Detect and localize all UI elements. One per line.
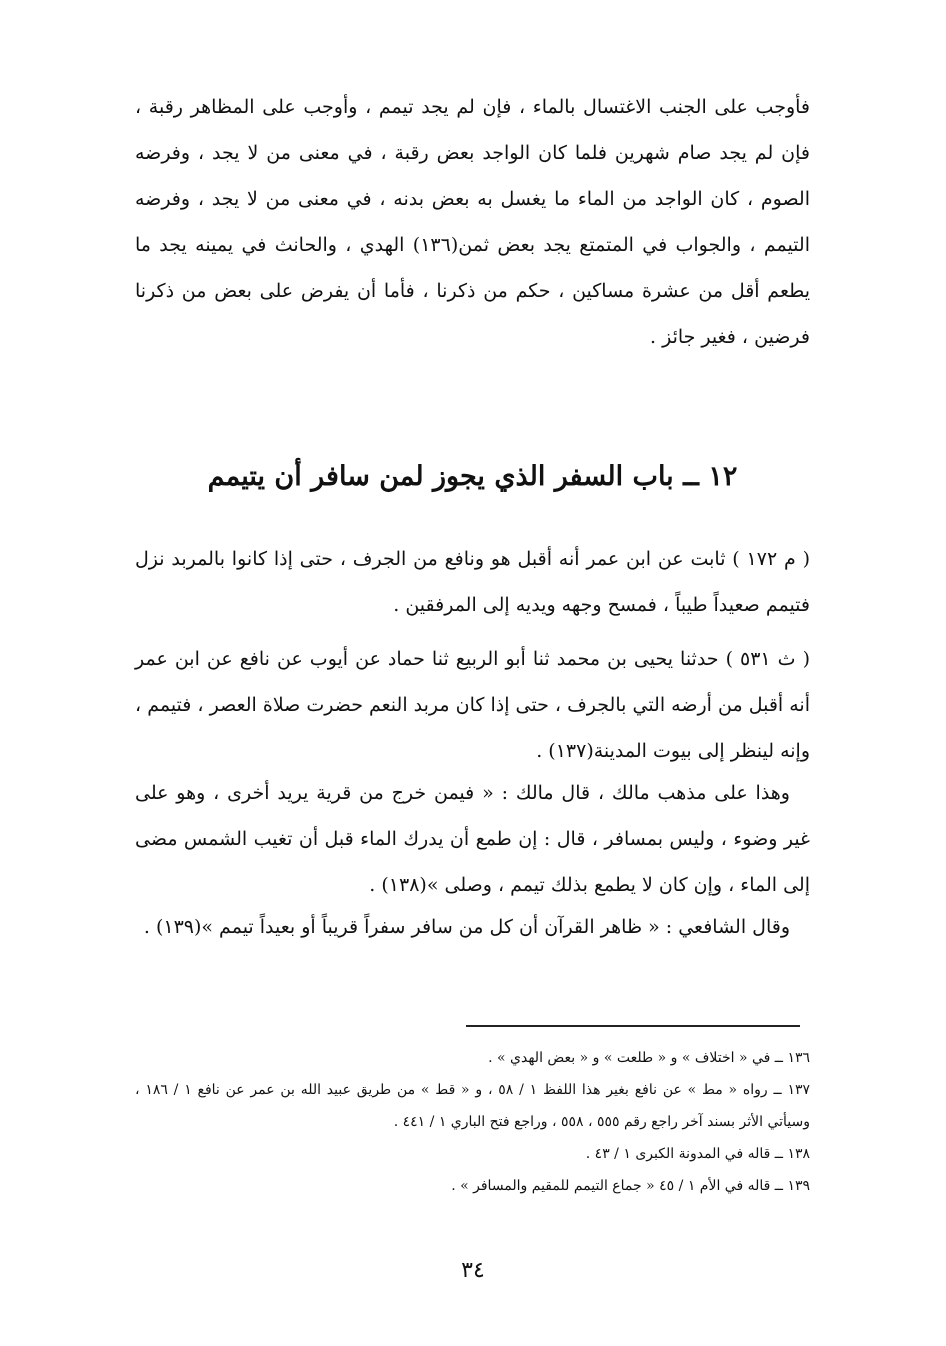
- malik-opinion-block: [135, 770, 810, 908]
- shafii-opinion: وقال الشافعي : « ظاهر القرآن أن كل من سافر سفراً قريباً أو بعيداً تيمم »(١٣٩) .: [143, 916, 790, 938]
- footnote-137: ١٣٧ ــ رواه « مط » عن نافع بغير هذا اللفظ ١ / ٥٨ ، و « قط » من طريق عبيد الله بن عمر عن نافع ١ / ١٨٦ ، وسيأتي الأثر بسند آخر راجع رقم ٥٥٥ ، ٥٥٨ ، وراجع فتح الباري ١ / ٤٤١ .: [135, 1082, 811, 1130]
- page-number: ٣٤: [461, 1258, 485, 1283]
- report-th531-block: [135, 636, 810, 774]
- report-m172: ( م ١٧٢ ) ثابت عن ابن عمر أنه أقبل هو ونافع من الجرف ، حتى إذا كانوا بالمربد نزل فتيمم صعيداً طيباً ، فمسح وجهه ويديه إلى المرفقين .: [135, 548, 810, 616]
- shafii-opinion-block: [135, 904, 810, 950]
- footnotes: [135, 1042, 810, 1202]
- intro-paragraph-block: [135, 84, 810, 360]
- footnote-139: ١٣٩ ــ قاله في الأم ١ / ٤٥ « جماع التيمم للمقيم والمسافر » .: [451, 1178, 810, 1194]
- intro-paragraph: فأوجب على الجنب الاغتسال بالماء ، فإن لم يجد تيمم ، وأوجب على المظاهر رقبة ، فإن لم يجد صام شهرين فلما كان الواجد بعض رقبة ، في معنى من لا يجد ، وفرضه الصوم ، كان الواجد من الماء ما يغسل به بعض بدنه ، في معنى من لا يجد ، وفرضه التيمم ، والجواب في المتمتع يجد بعض ثمن(١٣٦) الهدي ، والحانث في يمينه يجد ما يطعم أقل من عشرة مساكين ، حكم من ذكرنا ، فأما أن يفرض على بعض من ذكرنا فرضين ، فغير جائز .: [135, 96, 810, 348]
- report-th531: ( ث ٥٣١ ) حدثنا يحيى بن محمد ثنا أبو الربيع ثنا حماد عن أيوب عن نافع عن ابن عمر أنه أقبل من أرضه التي بالجرف ، حتى إذا كان مربد النعم حضرت صلاة العصر ، فتيمم ، وإنه لينظر إلى بيوت المدينة(١٣٧) .: [135, 648, 810, 762]
- footnote-136: ١٣٦ ــ في « اختلاف » و « طلعت » و « بعض الهدي » .: [488, 1050, 810, 1066]
- chapter-heading: ١٢ ــ باب السفر الذي يجوز لمن سافر أن يتيمم: [207, 461, 738, 492]
- footnote-divider: [466, 1025, 800, 1027]
- malik-opinion: وهذا على مذهب مالك ، قال مالك : « فيمن خرج من قرية يريد أخرى ، وهو على غير وضوء ، وليس بمسافر ، قال : إن طمع أن يدرك الماء قبل أن تغيب الشمس مضى إلى الماء ، وإن كان لا يطمع بذلك تيمم ، وصلى »(١٣٨) .: [135, 782, 810, 896]
- report-m172-block: [135, 536, 810, 628]
- footnote-138: ١٣٨ ــ قاله في المدونة الكبرى ١ / ٤٣ .: [585, 1146, 810, 1162]
